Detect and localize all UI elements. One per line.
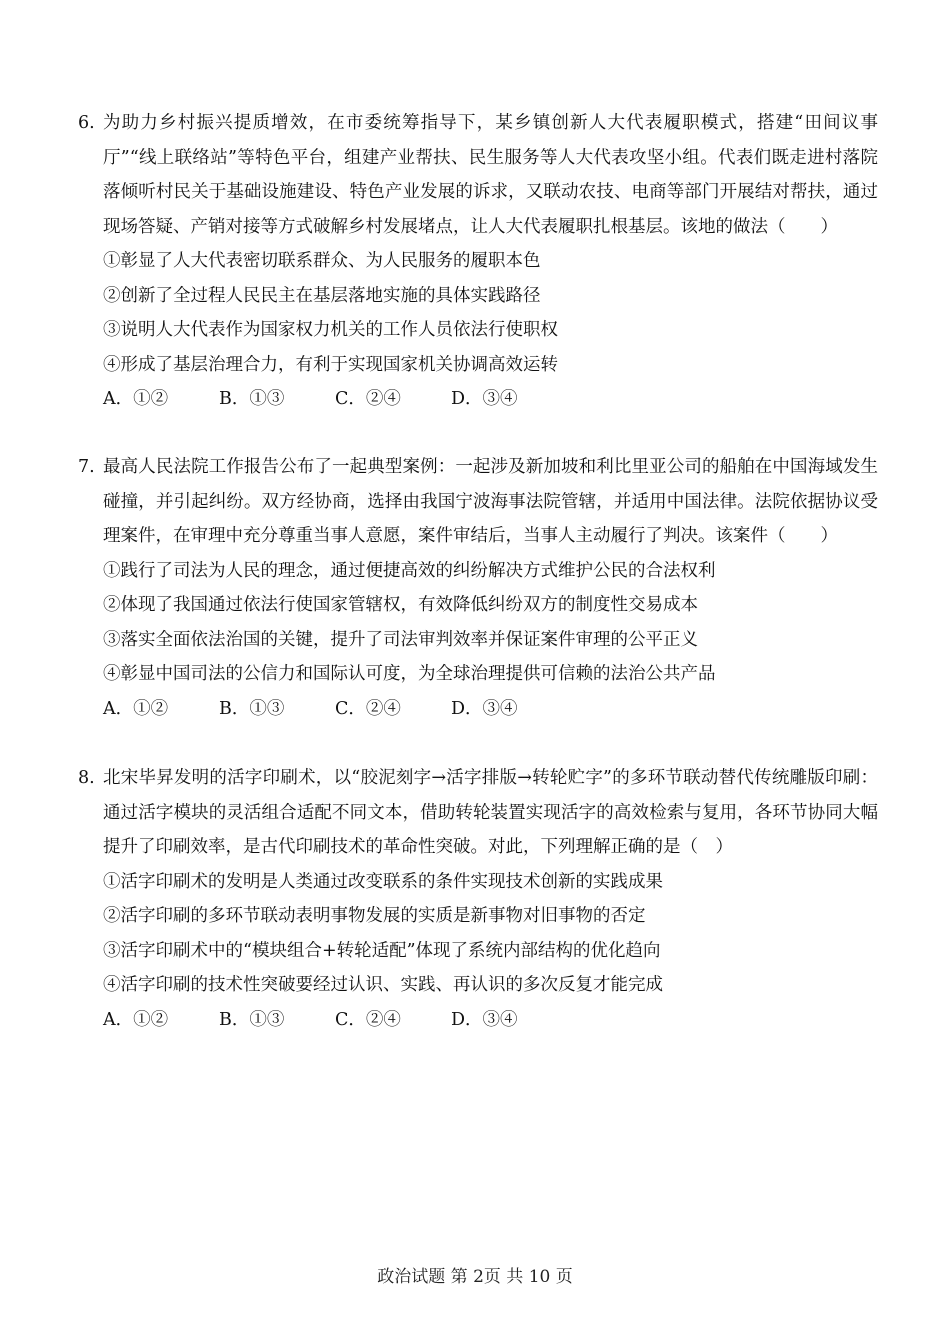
choice-c: C．②④	[335, 698, 401, 719]
question-number: 7.	[78, 457, 95, 477]
question-8	[78, 761, 878, 1037]
statement-option: ①活字印刷术的发明是人类通过改变联系的条件实现技术创新的实践成果	[103, 871, 663, 892]
statement-option: ③说明人大代表作为国家权力机关的工作人员依法行使职权	[103, 320, 558, 340]
choice-d: D．③④	[451, 1009, 518, 1030]
answer-choices	[78, 692, 878, 727]
choice-b: B．①③	[219, 1009, 285, 1030]
statement-option: ④彰显中国司法的公信力和国际认可度，为全球治理提供可信赖的法治公共产品	[103, 664, 716, 684]
choice-a: A．①②	[103, 389, 169, 409]
statement-option: ③落实全面依法治国的关键，提升了司法审判效率并保证案件审理的公平正义	[103, 629, 698, 650]
question-stem	[78, 450, 878, 554]
question-text: 北宋毕昇发明的活字印刷术，以“胶泥刻字→活字排版→转轮贮字”的多环节联动替代传统雕版印刷：通过活字模块的灵活组合适配不同文本，借助转轮装置实现活字的高效检索与复用，各环节协同大幅提升了印刷效率，是古代印刷技术的革命性突破。对此，下列理解正确的是（ ）	[103, 768, 878, 857]
choice-b: B．①③	[219, 389, 285, 409]
answer-choices	[78, 1003, 878, 1038]
statement-option: ③活字印刷术中的“模块组合+转轮适配”体现了系统内部结构的优化趋向	[103, 940, 661, 961]
choice-a: A．①②	[103, 1009, 169, 1030]
question-number: 6.	[78, 113, 95, 133]
question-7	[78, 450, 878, 726]
statement-option: ④活字印刷的技术性突破要经过认识、实践、再认识的多次反复才能完成	[103, 975, 663, 995]
statement-option: ②体现了我国通过依法行使国家管辖权，有效降低纠纷双方的制度性交易成本	[103, 595, 698, 615]
question-stem	[78, 761, 878, 865]
choice-b: B．①③	[219, 698, 285, 719]
choice-a: A．①②	[103, 698, 169, 719]
question-6	[78, 106, 878, 417]
choice-d: D．③④	[451, 389, 518, 409]
question-stem	[78, 106, 878, 244]
question-text: 为助力乡村振兴提质增效，在市委统筹指导下，某乡镇创新人大代表履职模式，搭建“田间议事厅”“线上联络站”等特色平台，组建产业帮扶、民生服务等人大代表攻坚小组。代表们既走进村落院落倾听村民关于基础设施建设、特色产业发展的诉求，又联动农技、电商等部门开展结对帮扶，通过现场答疑、产销对接等方式破解乡村发展堵点，让人大代表履职扎根基层。该地的做法（ ）	[103, 113, 878, 237]
question-number: 8.	[78, 768, 95, 788]
choice-c: C．②④	[335, 389, 401, 409]
page-footer: 政治试题 第 2页 共 10 页	[377, 1267, 573, 1287]
statement-option: ①彰显了人大代表密切联系群众、为人民服务的履职本色	[103, 251, 541, 271]
statement-option: ②创新了全过程人民民主在基层落地实施的具体实践路径	[103, 285, 541, 306]
statement-option: ②活字印刷的多环节联动表明事物发展的实质是新事物对旧事物的否定	[103, 906, 646, 926]
statement-option: ④形成了基层治理合力，有利于实现国家机关协调高效运转	[103, 354, 558, 375]
statement-option: ①践行了司法为人民的理念，通过便捷高效的纠纷解决方式维护公民的合法权利	[103, 560, 716, 581]
choice-c: C．②④	[335, 1009, 401, 1030]
choice-d: D．③④	[451, 698, 518, 719]
answer-choices	[78, 382, 878, 417]
question-text: 最高人民法院工作报告公布了一起典型案例：一起涉及新加坡和利比里亚公司的船舶在中国海域发生碰撞，并引起纠纷。双方经协商，选择由我国宁波海事法院管辖，并适用中国法律。法院依据协议受理案件，在审理中充分尊重当事人意愿，案件审结后，当事人主动履行了判决。该案件（ ）	[103, 457, 878, 546]
